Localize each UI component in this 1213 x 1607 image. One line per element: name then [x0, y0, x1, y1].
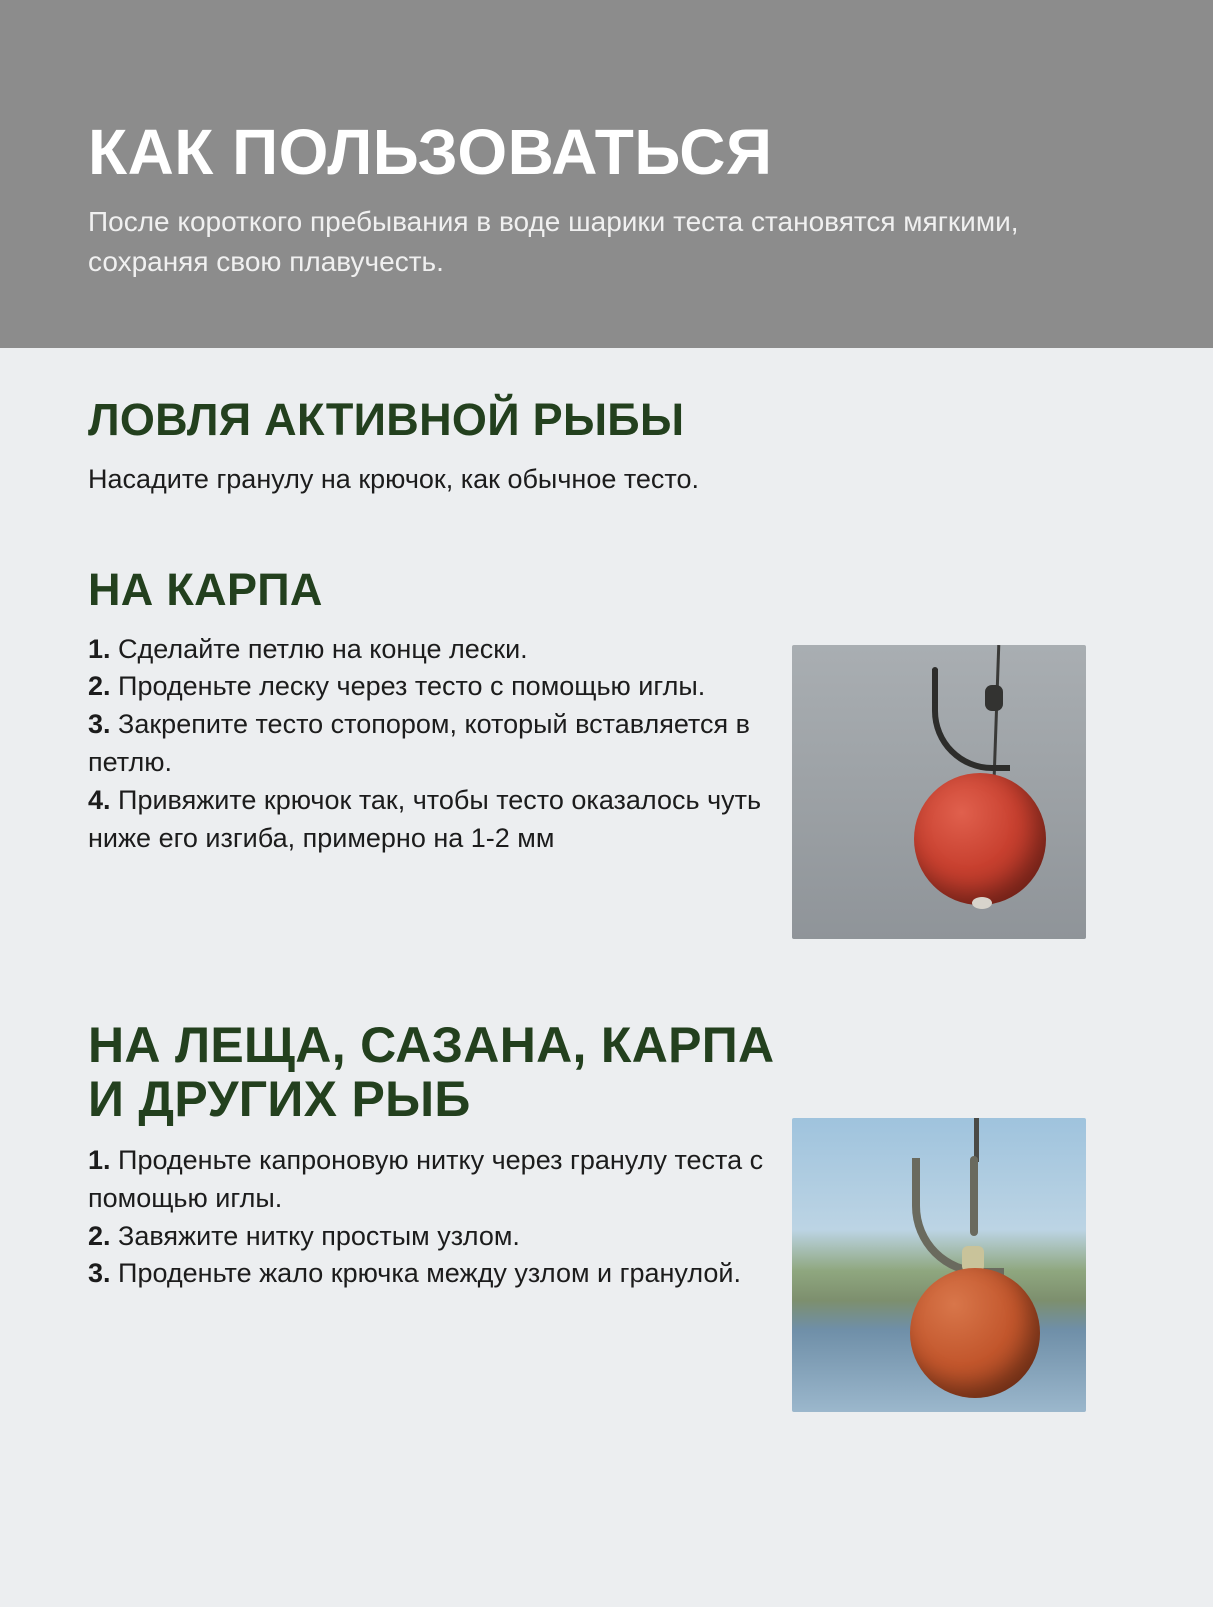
dough-ball-graphic	[914, 773, 1046, 905]
page-title: КАК ПОЛЬЗОВАТЬСЯ	[88, 116, 773, 188]
section-title: ЛОВЛЯ АКТИВНОЙ РЫБЫ	[88, 394, 685, 445]
hook-shank-graphic	[970, 1156, 978, 1236]
step-item	[88, 782, 778, 858]
step-number: 2.	[88, 671, 111, 702]
step-item	[88, 631, 778, 669]
header-band	[0, 0, 1213, 348]
dough-ball-graphic	[910, 1268, 1040, 1398]
step-text: Завяжите нитку простым узлом.	[118, 1220, 520, 1251]
section-title: НА КАРПА	[88, 564, 323, 615]
step-text: Проденьте леску через тесто с помощью иглы.	[118, 671, 706, 702]
content-area	[0, 348, 1213, 1607]
hook-graphic	[912, 1158, 1004, 1276]
step-text: Закрепите тесто стопором, который вставляется в петлю.	[88, 709, 750, 777]
section-carp	[88, 566, 778, 857]
photo-boilie-rig	[792, 1118, 1086, 1412]
step-number: 1.	[88, 1145, 111, 1175]
step-item	[88, 706, 778, 782]
step-text: Проденьте жало крючка между узлом и гранулой.	[118, 1258, 741, 1289]
hook-graphic	[932, 669, 1010, 771]
section-active-fishing	[88, 396, 1068, 497]
hook-point-graphic	[932, 667, 938, 703]
knot-graphic	[985, 685, 1003, 711]
step-text: Проденьте капроновую нитку через гранулу теста с помощью иглы.	[88, 1145, 764, 1213]
step-number: 2.	[88, 1220, 111, 1251]
step-item	[88, 1255, 778, 1293]
stopper-graphic	[972, 897, 992, 909]
step-number: 1.	[88, 633, 111, 664]
step-number: 3.	[88, 709, 111, 740]
step-item	[88, 668, 778, 706]
step-item	[88, 1142, 778, 1218]
header-subtitle: После короткого пребывания в воде шарики теста становятся мягкими, сохраняя свою плавучесть.	[88, 206, 1019, 277]
step-text: Сделайте петлю на конце лески.	[118, 633, 528, 664]
step-text: Привяжите крючок так, чтобы тесто оказалось чуть ниже его изгиба, примерно на 1-2 мм	[88, 784, 762, 853]
section-text: Насадите гранулу на крючок, как обычное тесто.	[88, 463, 700, 494]
step-item	[88, 1218, 778, 1256]
step-number: 4.	[88, 784, 111, 815]
step-number: 3.	[88, 1258, 111, 1289]
section-title: НА ЛЕЩА, САЗАНА, КАРПА И ДРУГИХ РЫБ	[88, 1017, 775, 1127]
photo-carp-rig	[792, 645, 1086, 939]
section-bream-carp-others	[88, 1018, 778, 1293]
